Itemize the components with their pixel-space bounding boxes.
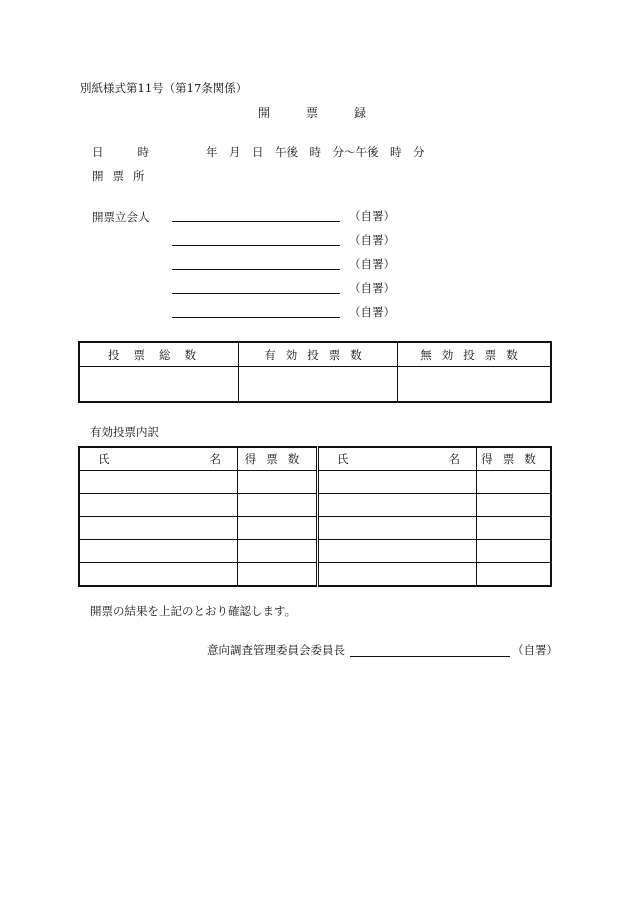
witness-label: 開票立会人 bbox=[92, 210, 150, 224]
name-cell[interactable] bbox=[79, 471, 238, 494]
vote-summary-table bbox=[78, 341, 552, 403]
title-char-3: 録 bbox=[354, 106, 369, 120]
table-row bbox=[79, 517, 551, 540]
valid-votes-cell[interactable] bbox=[239, 367, 398, 403]
witness-sign-5: （自署） bbox=[349, 305, 395, 319]
witness-line-2[interactable] bbox=[172, 245, 340, 246]
votes-cell[interactable] bbox=[477, 563, 552, 587]
votes-cell[interactable] bbox=[238, 563, 318, 587]
header-invalid-votes: 無効投票数 bbox=[398, 342, 552, 367]
date-label bbox=[92, 144, 149, 160]
document-title bbox=[258, 104, 368, 121]
chair-label: 意向調査管理委員会委員長 bbox=[207, 643, 345, 657]
valid-vote-breakdown-table bbox=[78, 446, 552, 587]
votes-header-right: 得票数 bbox=[477, 447, 552, 471]
table-row bbox=[79, 563, 551, 587]
place-label: 開票所 bbox=[92, 169, 154, 183]
confirmation-text: 開票の結果を上記のとおり確認します。 bbox=[90, 604, 297, 618]
witness-sign-4: （自署） bbox=[349, 281, 395, 295]
invalid-votes-cell[interactable] bbox=[398, 367, 552, 403]
votes-cell[interactable] bbox=[238, 517, 318, 540]
votes-cell[interactable] bbox=[238, 471, 318, 494]
header-total-votes: 投票総数 bbox=[79, 342, 239, 367]
name-cell[interactable] bbox=[318, 563, 477, 587]
table-row bbox=[79, 471, 551, 494]
datetime-field[interactable]: 年 月 日 午後 時 分～午後 時 分 bbox=[206, 145, 425, 159]
witness-sign-3: （自署） bbox=[349, 257, 395, 271]
witness-sign-1: （自署） bbox=[349, 209, 395, 223]
chair-sign: （自署） bbox=[512, 643, 558, 657]
title-char-2: 票 bbox=[306, 106, 321, 120]
chair-signature-line[interactable] bbox=[350, 656, 510, 657]
votes-cell[interactable] bbox=[477, 494, 552, 517]
name-cell[interactable] bbox=[79, 540, 238, 563]
date-label-char-1: 日 bbox=[92, 145, 104, 159]
form-id: 別紙様式第11号（第17条関係） bbox=[80, 81, 248, 95]
witness-sign-2: （自署） bbox=[349, 233, 395, 247]
name-cell[interactable] bbox=[318, 471, 477, 494]
votes-cell[interactable] bbox=[477, 471, 552, 494]
breakdown-rows bbox=[79, 471, 551, 587]
witness-line-4[interactable] bbox=[172, 293, 340, 294]
name-cell[interactable] bbox=[79, 563, 238, 587]
votes-cell[interactable] bbox=[238, 494, 318, 517]
name-cell[interactable] bbox=[318, 540, 477, 563]
name-cell[interactable] bbox=[79, 494, 238, 517]
votes-cell[interactable] bbox=[238, 540, 318, 563]
name-cell[interactable] bbox=[79, 517, 238, 540]
breakdown-label: 有効投票内訳 bbox=[90, 425, 159, 439]
name-cell[interactable] bbox=[318, 517, 477, 540]
title-char-1: 開 bbox=[258, 106, 273, 120]
table-row bbox=[79, 494, 551, 517]
witness-line-1[interactable] bbox=[172, 221, 340, 222]
votes-cell[interactable] bbox=[477, 517, 552, 540]
total-votes-cell[interactable] bbox=[79, 367, 239, 403]
table-row bbox=[79, 540, 551, 563]
name-header-right: 氏 名 bbox=[318, 447, 477, 471]
header-valid-votes: 有効投票数 bbox=[239, 342, 398, 367]
name-header-left: 氏 名 bbox=[79, 447, 238, 471]
votes-cell[interactable] bbox=[477, 540, 552, 563]
witness-line-3[interactable] bbox=[172, 269, 340, 270]
votes-header-left: 得票数 bbox=[238, 447, 318, 471]
date-label-char-2: 時 bbox=[137, 145, 149, 159]
name-cell[interactable] bbox=[318, 494, 477, 517]
witness-line-5[interactable] bbox=[172, 317, 340, 318]
